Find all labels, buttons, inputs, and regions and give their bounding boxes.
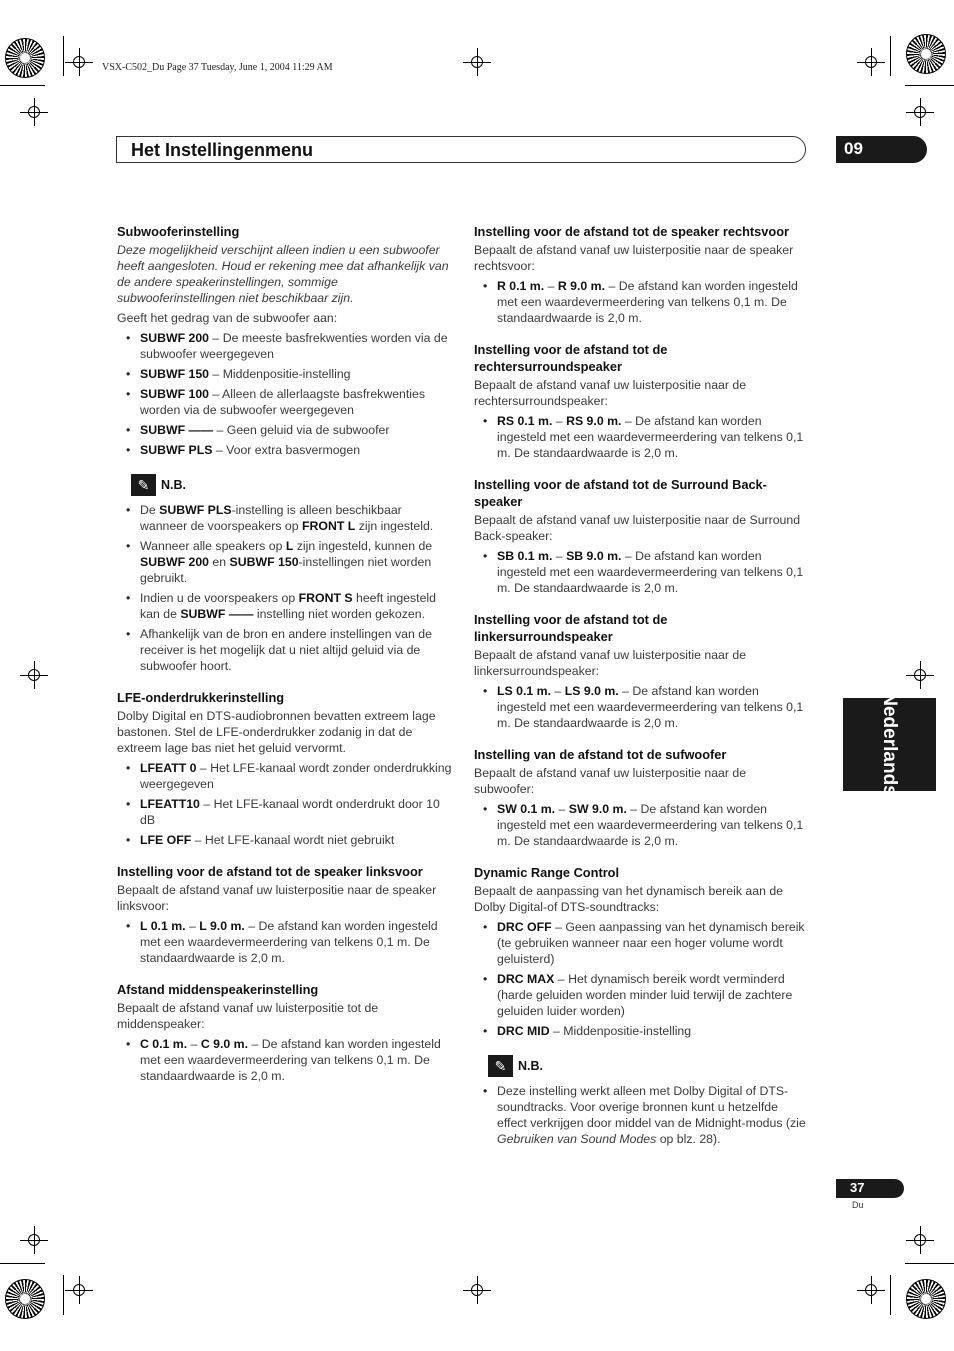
option-list: [117, 330, 452, 458]
crop-mark: [905, 1263, 954, 1264]
page-number-tab: [836, 1179, 904, 1198]
section-lead: Geeft het gedrag van de subwoofer aan:: [117, 311, 338, 325]
crop-mark: [0, 85, 45, 86]
option-list: [117, 760, 452, 848]
section-desc: Bepaalt de afstand vanaf uw luisterpositie naar de Surround Back-speaker:: [474, 513, 801, 543]
section-title: Instelling voor de afstand tot de rechtersurroundspeaker: [474, 342, 668, 374]
note-label: N.B.: [518, 1059, 543, 1073]
note-block: [117, 474, 452, 674]
left-column: [117, 223, 452, 1099]
list-item: • L 0.1 m. – L 9.0 m. – De afstand kan worden ingesteld met een waardevermeerdering van telkens 0,1 m. De standaardwaarde is 2,0 m.: [117, 918, 452, 966]
section-desc: Bepaalt de afstand vanaf uw luisterpositie tot de middenspeaker:: [117, 1001, 379, 1031]
crosshair-icon: [20, 661, 48, 689]
section-title: Subwooferinstelling: [117, 224, 240, 239]
list-item: • R 0.1 m. – R 9.0 m. – De afstand kan worden ingesteld met een waardevermeerdering van telkens 0,1 m. De standaardwaarde is 2,0 m.: [474, 278, 809, 326]
note-label: N.B.: [161, 478, 186, 492]
crop-mark: [890, 1275, 891, 1315]
note-block: [474, 1055, 809, 1147]
option-list: [474, 413, 809, 461]
page-language-code: Du: [852, 1200, 864, 1210]
list-item: • Afhankelijk van de bron en andere instellingen van de receiver is het mogelijk dat u niet altijd geluid via de subwoofer hoort.: [117, 626, 452, 674]
list-item: • LFEATT10 – Het LFE-kanaal wordt onderdrukt door 10 dB: [117, 796, 452, 828]
section-title: Instelling voor de afstand tot de Surround Back-speaker: [474, 477, 767, 509]
crosshair-icon: [906, 661, 934, 689]
section-desc: Dolby Digital en DTS-audiobronnen bevatten extreem lage bastonen. Stel de LFE-onderdrukker zodanig in dat de extreem lage bas niet het geluid vervormt.: [117, 709, 436, 755]
registration-wheel-icon: [906, 1279, 946, 1319]
section-surround-back: [474, 476, 809, 596]
list-item: • C 0.1 m. – C 9.0 m. – De afstand kan worden ingesteld met een waardevermeerdering van telkens 0,1 m. De standaardwaarde is 2,0 m.: [117, 1036, 452, 1084]
section-desc: Bepaalt de afstand vanaf uw luisterpositie naar de rechtersurroundspeaker:: [474, 378, 747, 408]
pencil-icon: ✎: [131, 474, 156, 496]
pencil-icon: ✎: [488, 1055, 513, 1077]
language-tab: [843, 692, 936, 796]
section-title: Instelling voor de afstand tot de speaker linksvoor: [117, 864, 423, 879]
crosshair-icon: [463, 48, 491, 76]
section-title: Instelling voor de afstand tot de speaker rechtsvoor: [474, 224, 790, 239]
crosshair-icon: [857, 48, 885, 76]
crosshair-icon: [463, 1276, 491, 1304]
list-item: • SUBWF 200 – De meeste basfrekwenties worden via de subwoofer weergegeven: [117, 330, 452, 362]
list-item: • De SUBWF PLS-instelling is alleen beschikbaar wanneer de voorspeakers op FRONT L zijn ingesteld.: [117, 502, 452, 534]
list-item: • DRC MAX – Het dynamisch bereik wordt verminderd (harde geluiden worden minder luid terwijl de zachtere geluiden luider worden): [474, 971, 809, 1019]
crosshair-icon: [65, 48, 93, 76]
crosshair-icon: [20, 1226, 48, 1254]
list-item: • SUBWF PLS – Voor extra basvermogen: [117, 442, 452, 458]
section-title: Instelling voor de afstand tot de linkersurroundspeaker: [474, 612, 668, 644]
crosshair-icon: [906, 1226, 934, 1254]
option-list: [474, 919, 809, 1039]
crop-mark: [63, 1275, 64, 1315]
list-item: • Wanneer alle speakers op L zijn ingesteld, kunnen de SUBWF 200 en SUBWF 150-instellingen niet worden gebruikt.: [117, 538, 452, 586]
crop-mark: [890, 36, 891, 76]
crop-mark: [63, 36, 64, 76]
list-item: • Deze instelling werkt alleen met Dolby Digital of DTS-soundtracks. Voor overige bronnen kunt u hetzelfde effect verkrijgen door middel van de Midnight-modus (zie Gebruiken van Sound Modes op blz. 28).: [474, 1083, 809, 1147]
section-desc: Bepaalt de aanpassing van het dynamisch bereik aan de Dolby Digital-of DTS-soundtracks:: [474, 884, 784, 914]
crosshair-icon: [20, 98, 48, 126]
section-desc: Bepaalt de afstand vanaf uw luisterpositie naar de speaker rechtsvoor:: [474, 243, 794, 273]
section-drc: [474, 864, 809, 1039]
note-header: [131, 474, 452, 496]
note-list: [474, 1083, 809, 1147]
list-item: • SUBWF 100 – Alleen de allerlaagste basfrekwenties worden via de subwoofer weergegeven: [117, 386, 452, 418]
chapter-tab: [836, 136, 927, 163]
list-item: • LFEATT 0 – Het LFE-kanaal wordt zonder onderdrukking weergegeven: [117, 760, 452, 792]
list-item: • SUBWF —— – Geen geluid via de subwoofer: [117, 422, 452, 438]
list-item: • SUBWF 150 – Middenpositie-instelling: [117, 366, 452, 382]
language-label: Nederlands: [879, 692, 900, 796]
section-desc: Bepaalt de afstand vanaf uw luisterpositie naar de linkersurroundspeaker:: [474, 648, 747, 678]
option-list: [474, 548, 809, 596]
note-list: [117, 502, 452, 674]
option-list: [474, 683, 809, 731]
crosshair-icon: [857, 1276, 885, 1304]
section-lfe: [117, 689, 452, 848]
section-intro: Deze mogelijkheid verschijnt alleen indien u een subwoofer heeft aangesloten. Houd er rekening mee dat afhankelijk van de andere speakerinstellingen, sommige subwooferinstellingen niet beschikbaar zijn.: [117, 243, 449, 305]
print-slug: VSX-C502_Du Page 37 Tuesday, June 1, 2004 11:29 AM: [102, 62, 333, 73]
option-list: [474, 278, 809, 326]
section-subwoofer-distance: [474, 746, 809, 849]
crop-mark: [0, 1263, 45, 1264]
right-column: [474, 223, 809, 1162]
option-list: [117, 918, 452, 966]
section-desc: Bepaalt de afstand vanaf uw luisterpositie naar de subwoofer:: [474, 766, 747, 796]
page-title: Het Instellingenmenu: [131, 140, 314, 160]
crosshair-icon: [65, 1276, 93, 1304]
section-title: Instelling van de afstand tot de sufwoofer: [474, 747, 727, 762]
section-title: Dynamic Range Control: [474, 865, 620, 880]
page-number: 37: [850, 1180, 865, 1195]
option-list: [117, 1036, 452, 1084]
section-subwoofer: [117, 223, 452, 458]
list-item: • LFE OFF – Het LFE-kanaal wordt niet gebruikt: [117, 832, 452, 848]
list-item: • RS 0.1 m. – RS 9.0 m. – De afstand kan worden ingesteld met een waardevermeerdering van telkens 0,1 m. De standaardwaarde is 2,0 m.: [474, 413, 809, 461]
list-item: • DRC MID – Middenpositie-instelling: [474, 1023, 809, 1039]
section-right-front: [474, 223, 809, 326]
section-title: LFE-onderdrukkerinstelling: [117, 690, 285, 705]
section-title: Afstand middenspeakerinstelling: [117, 982, 319, 997]
note-header: [488, 1055, 809, 1077]
list-item: • SB 0.1 m. – SB 9.0 m. – De afstand kan worden ingesteld met een waardevermeerdering van telkens 0,1 m. De standaardwaarde is 2,0 m.: [474, 548, 809, 596]
option-list: [474, 801, 809, 849]
registration-wheel-icon: [5, 1279, 45, 1319]
list-item: • DRC OFF – Geen aanpassing van het dynamisch bereik (te gebruiken wanneer naar een hoger volume wordt geluisterd): [474, 919, 809, 967]
list-item: • SW 0.1 m. – SW 9.0 m. – De afstand kan worden ingesteld met een waardevermeerdering van telkens 0,1 m. De standaardwaarde is 2,0 m.: [474, 801, 809, 849]
section-desc: Bepaalt de afstand vanaf uw luisterpositie naar de speaker linksvoor:: [117, 883, 437, 913]
section-right-surround: [474, 341, 809, 461]
crosshair-icon: [906, 98, 934, 126]
crop-mark: [905, 85, 954, 86]
section-center: [117, 981, 452, 1084]
registration-wheel-icon: [5, 38, 45, 78]
registration-wheel-icon: [906, 34, 946, 74]
list-item: • LS 0.1 m. – LS 9.0 m. – De afstand kan worden ingesteld met een waardevermeerdering van telkens 0,1 m. De standaardwaarde is 2,0 m.: [474, 683, 809, 731]
section-left-front: [117, 863, 452, 966]
header-bar: [116, 136, 806, 163]
list-item: • Indien u de voorspeakers op FRONT S heeft ingesteld kan de SUBWF —— instelling niet worden gekozen.: [117, 590, 452, 622]
section-left-surround: [474, 611, 809, 731]
chapter-number: 09: [844, 139, 863, 158]
